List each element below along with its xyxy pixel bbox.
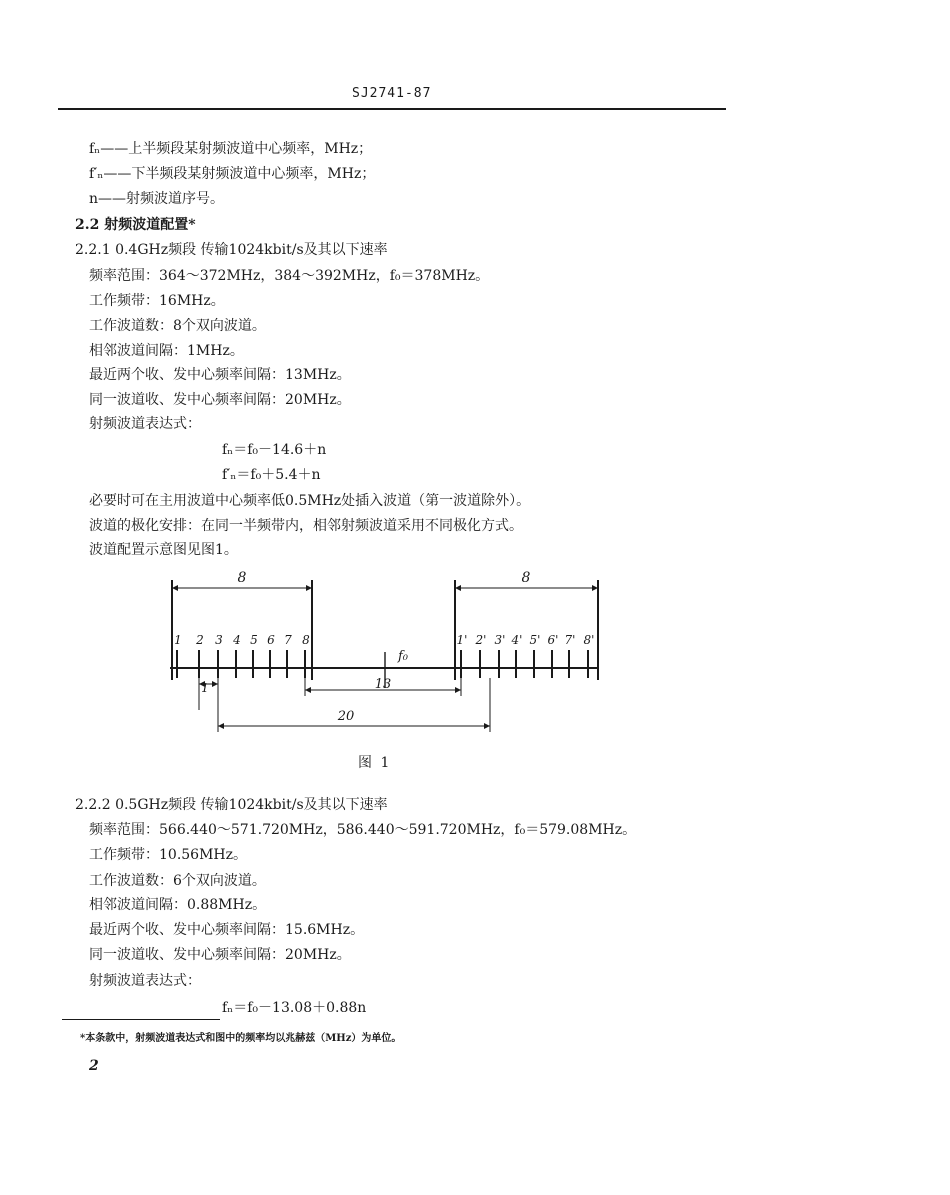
s221-frequency-range: 频率范围：364～372MHz，384～392MHz，f₀＝378MHz。 xyxy=(89,268,490,284)
lower-channel-label: 3 xyxy=(215,633,223,647)
s221-note-polarization: 波道的极化安排：在同一半频带内，相邻射频波道采用不同极化方式。 xyxy=(89,518,523,534)
upper-band-count-label: 8 xyxy=(521,570,531,586)
nearest-gap-label: 13 xyxy=(374,677,392,692)
upper-channel-label: 7' xyxy=(564,633,576,647)
s222-bandwidth: 工作频带：10.56MHz。 xyxy=(89,847,247,863)
section-2-2-title: 2.2 射频波道配置* xyxy=(75,217,196,233)
definition-fpn: f′ₙ——下半频段某射频波道中心频率，MHz； xyxy=(89,166,376,182)
s221-note-figure-ref: 波道配置示意图见图1。 xyxy=(89,542,238,558)
s221-duplex-spacing: 同一波道收、发中心频率间隔：20MHz。 xyxy=(89,392,351,408)
duplex-dimension-arrow-right xyxy=(484,723,490,729)
s222-duplex-spacing: 同一波道收、发中心频率间隔：20MHz。 xyxy=(89,947,351,963)
channel-layout-figure xyxy=(0,560,950,740)
duplex-dimension-arrow-left xyxy=(218,723,224,729)
footnote: *本条款中，射频波道表达式和图中的频率均以兆赫兹（MHz）为单位。 xyxy=(80,1033,402,1044)
s221-note-insert: 必要时可在主用波道中心频率低0.5MHz处插入波道（第一波道除外）。 xyxy=(89,493,531,509)
lower-channel-label: 7 xyxy=(284,633,292,647)
section-2-2-1-title: 2.2.1 0.4GHz频段 传输1024kbit/s及其以下速率 xyxy=(75,242,388,258)
upper-channel-label: 4' xyxy=(511,633,523,647)
s222-expression-label: 射频波道表达式： xyxy=(89,973,201,989)
duplex-label: 20 xyxy=(337,709,355,724)
s221-channel-spacing: 相邻波道间隔：1MHz。 xyxy=(89,343,244,359)
s221-channel-count: 工作波道数：8个双向波道。 xyxy=(89,318,266,334)
page-number: 2 xyxy=(89,1058,99,1074)
s222-formula: fₙ＝f₀－13.08＋0.88n xyxy=(222,1000,367,1016)
upper-channel-label: 8' xyxy=(583,633,595,647)
lower-band-count-label: 8 xyxy=(237,570,247,586)
s221-formula-fn: fₙ＝f₀－14.6＋n xyxy=(222,442,327,458)
s222-nearest-spacing: 最近两个收、发中心频率间隔：15.6MHz。 xyxy=(89,922,365,938)
upper-channel-label: 6' xyxy=(547,633,559,647)
nearest-gap-dimension-arrow-left xyxy=(305,687,311,693)
definition-fn: fₙ——上半频段某射频波道中心频率，MHz； xyxy=(89,141,373,157)
s221-nearest-spacing: 最近两个收、发中心频率间隔：13MHz。 xyxy=(89,367,351,383)
s221-expression-label: 射频波道表达式： xyxy=(89,416,201,432)
lower-channel-label: 2 xyxy=(196,633,204,647)
figure-caption: 图 1 xyxy=(358,755,392,771)
document-code: SJ2741-87 xyxy=(352,86,432,101)
footnote-rule xyxy=(62,1019,220,1020)
channel-spacing-label: 1 xyxy=(201,681,209,695)
upper-channel-label: 5' xyxy=(529,633,541,647)
s222-channel-spacing: 相邻波道间隔：0.88MHz。 xyxy=(89,897,267,913)
s221-bandwidth: 工作频带：16MHz。 xyxy=(89,293,225,309)
lower-channel-label: 8 xyxy=(302,633,310,647)
section-2-2-2-title: 2.2.2 0.5GHz频段 传输1024kbit/s及其以下速率 xyxy=(75,797,388,813)
lower-channel-label: 6 xyxy=(267,633,275,647)
definition-n: n——射频波道序号。 xyxy=(89,191,225,207)
upper-channel-label: 1' xyxy=(456,633,468,647)
lower-channel-label: 4 xyxy=(233,633,241,647)
channel-spacing-dimension-arrow-right xyxy=(212,681,218,687)
lower-channel-label: 1 xyxy=(174,633,182,647)
nearest-gap-dimension-arrow-right xyxy=(455,687,461,693)
s221-formula-fpn: f′ₙ＝f₀＋5.4＋n xyxy=(222,467,321,483)
lower-channel-label: 5 xyxy=(250,633,258,647)
s222-channel-count: 工作波道数：6个双向波道。 xyxy=(89,873,266,889)
s222-frequency-range: 频率范围：566.440～571.720MHz，586.440～591.720MHz，f₀＝579.08MHz。 xyxy=(89,822,637,838)
upper-channel-label: 3' xyxy=(494,633,506,647)
center-frequency-label: f₀ xyxy=(398,649,409,664)
header-rule xyxy=(58,108,726,110)
upper-channel-label: 2' xyxy=(475,633,487,647)
